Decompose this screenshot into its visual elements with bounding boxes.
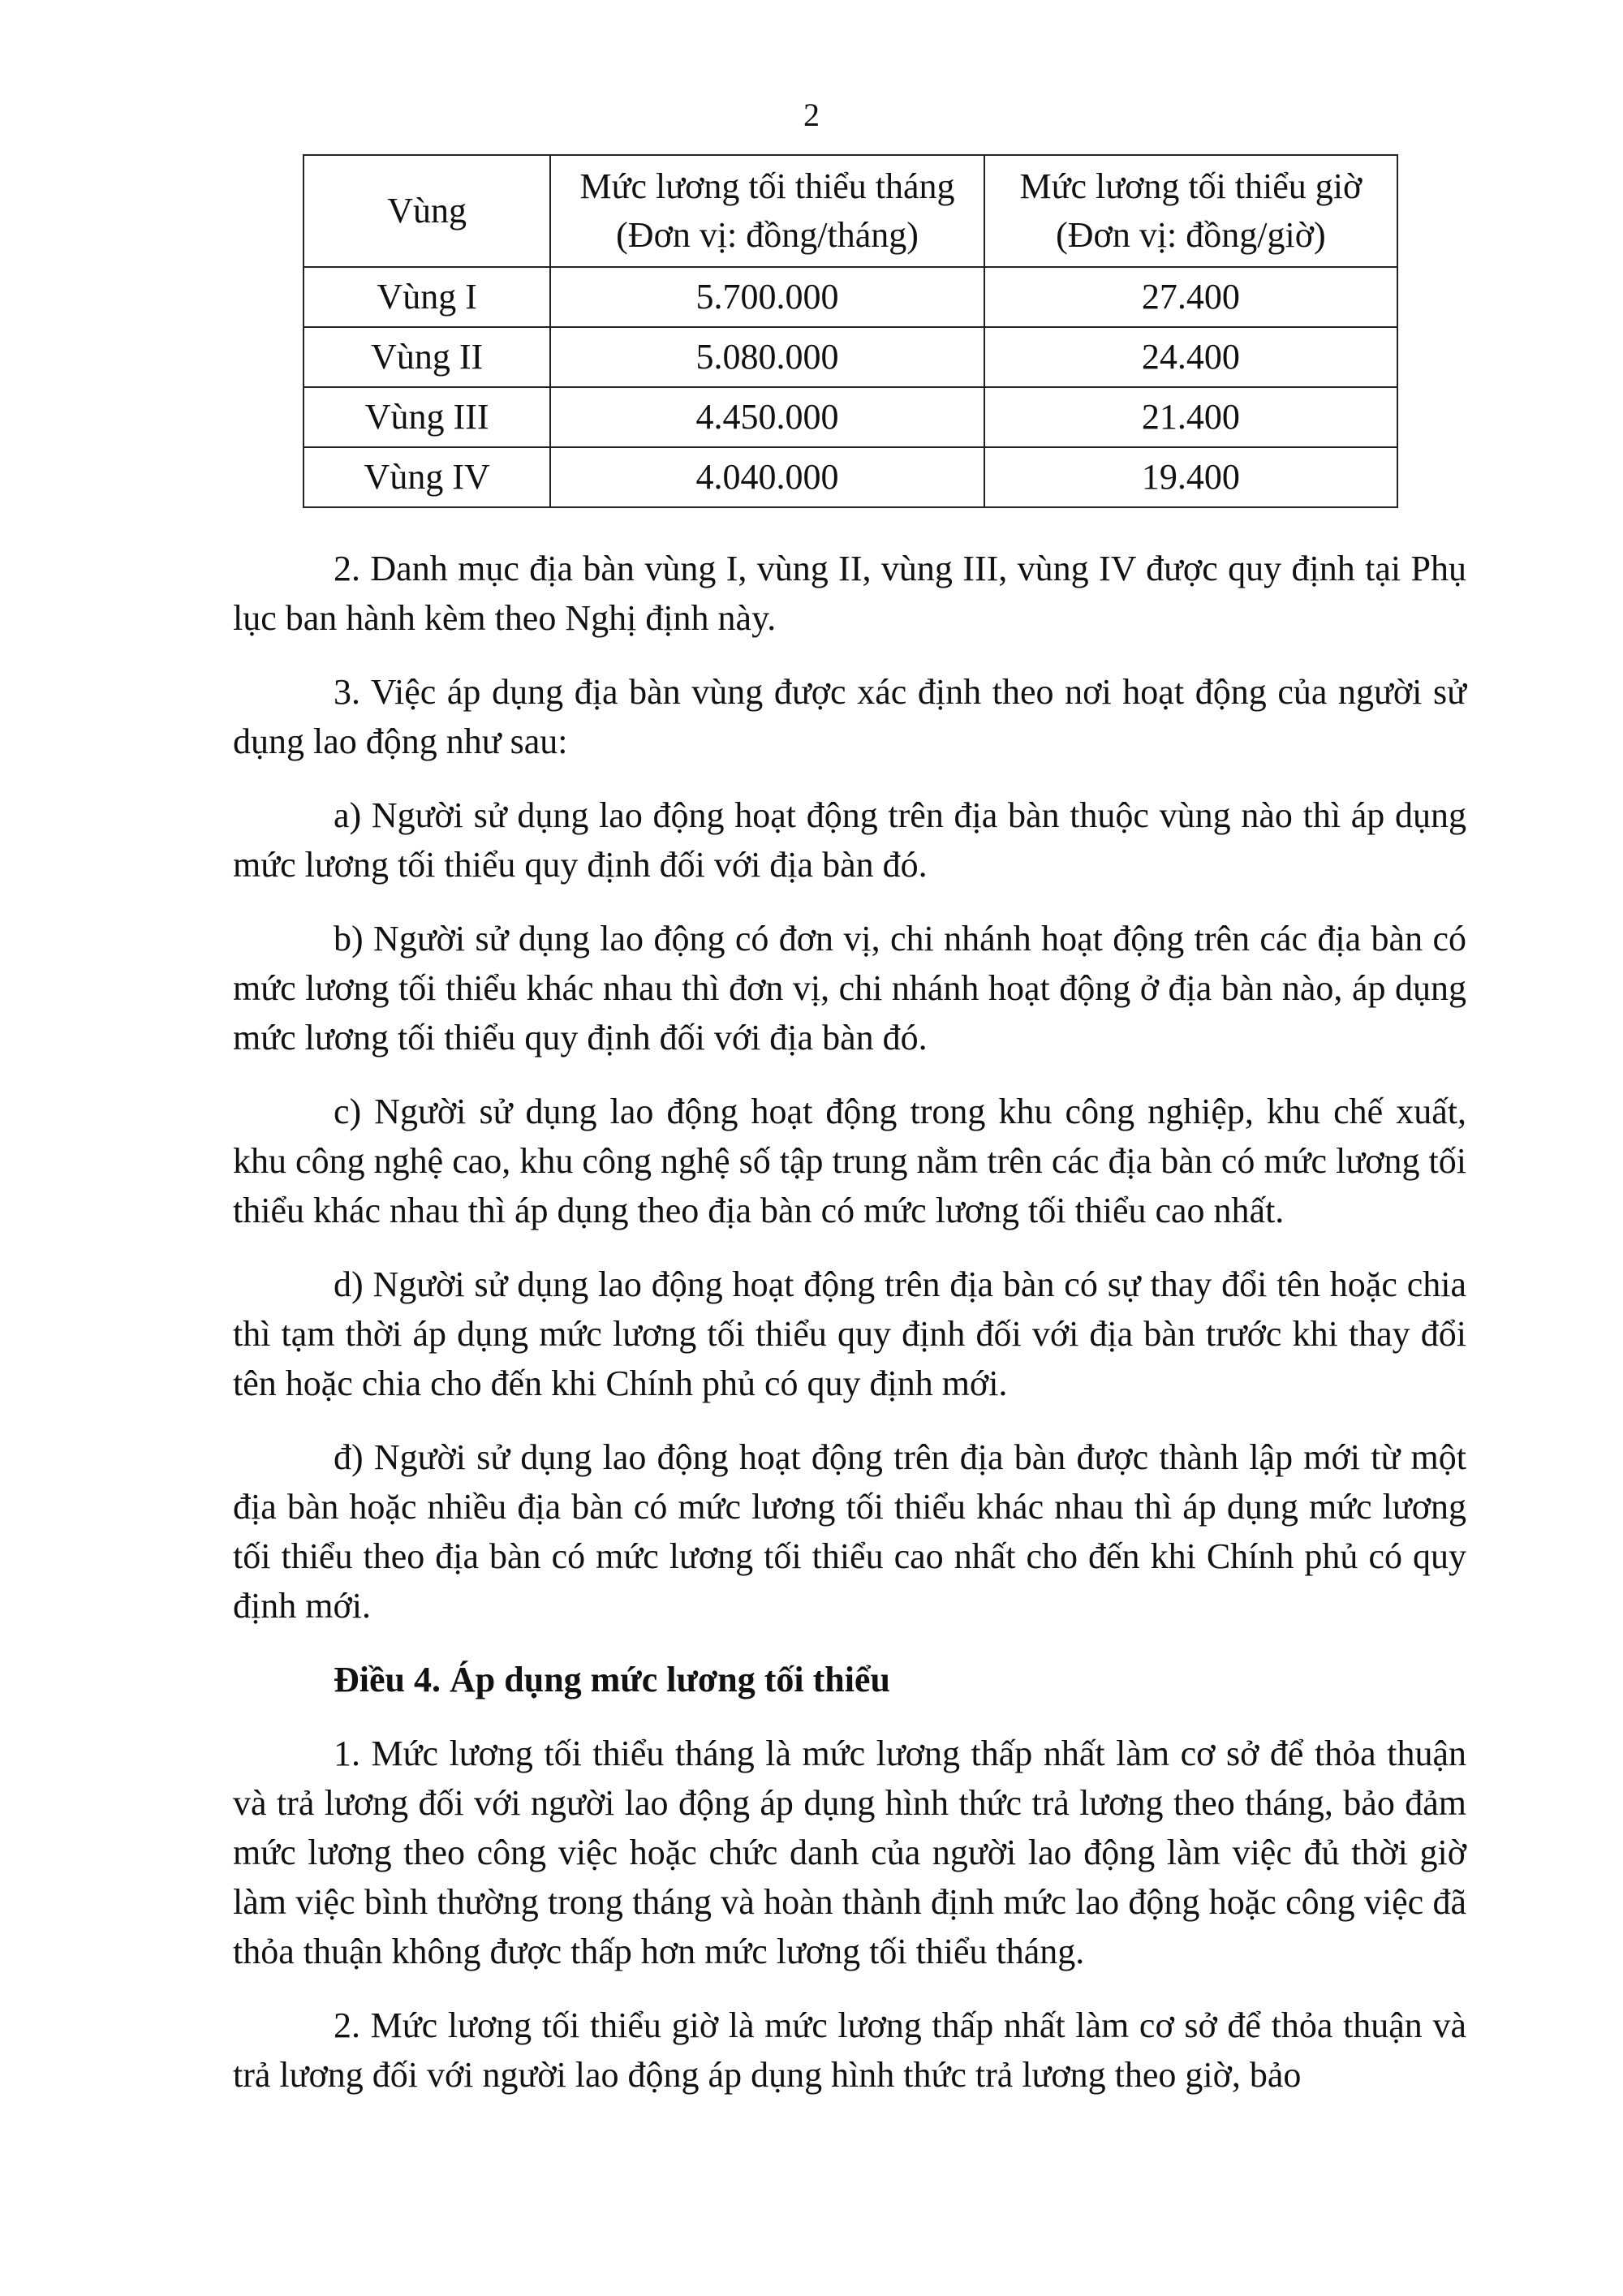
cell-monthly: 5.080.000: [550, 327, 984, 387]
cell-hourly: 24.400: [984, 327, 1397, 387]
table-row: [304, 447, 1397, 507]
table-header-row: [304, 155, 1397, 267]
paragraph-article-4-clause-2: 2. Mức lương tối thiểu giờ là mức lương thấp nhất làm cơ sở để thỏa thuận và trả lương đối với người lao động áp dụng hình thức trả lương theo giờ, bảo: [233, 2005, 1466, 2095]
minimum-wage-table: [303, 154, 1398, 508]
page-number: 2: [803, 97, 820, 133]
cell-hourly: 21.400: [984, 387, 1397, 447]
paragraph-point-c: c) Người sử dụng lao động hoạt động trong khu công nghiệp, khu chế xuất, khu công nghệ cao, khu công nghệ số tập trung nằm trên các địa bàn có mức lương tối thiểu khác nhau thì áp dụng theo địa bàn có mức lương tối thiểu cao nhất.: [233, 1092, 1466, 1230]
cell-region: Vùng III: [304, 387, 550, 447]
cell-region: Vùng IV: [304, 447, 550, 507]
document-body: [233, 544, 1466, 2124]
header-monthly-title: Mức lương tối thiểu tháng: [579, 166, 955, 206]
article-4-heading: Điều 4. Áp dụng mức lương tối thiểu: [334, 1660, 890, 1699]
paragraph-point-b: b) Người sử dụng lao động có đơn vị, chi nhánh hoạt động trên các địa bàn có mức lương tối thiểu khác nhau thì đơn vị, chi nhánh hoạt động ở địa bàn nào, áp dụng mức lương tối thiểu quy định đối với địa bàn đó.: [233, 919, 1466, 1058]
cell-monthly: 5.700.000: [550, 267, 984, 327]
cell-region: Vùng II: [304, 327, 550, 387]
header-monthly-unit: (Đơn vị: đồng/tháng): [616, 215, 919, 255]
cell-hourly: 19.400: [984, 447, 1397, 507]
paragraph-point-dd: đ) Người sử dụng lao động hoạt động trên địa bàn được thành lập mới từ một địa bàn hoặc nhiều địa bàn có mức lương tối thiểu khác nhau thì áp dụng mức lương tối thiểu theo địa bàn có mức lương tối thiểu cao nhất cho đến khi Chính phủ có quy định mới.: [233, 1437, 1466, 1626]
header-hourly-wage: [984, 155, 1397, 267]
header-monthly-wage: [550, 155, 984, 267]
table-row: [304, 267, 1397, 327]
paragraph-region-application: 3. Việc áp dụng địa bàn vùng được xác định theo nơi hoạt động của người sử dụng lao động như sau:: [233, 672, 1466, 761]
paragraph-region-list: 2. Danh mục địa bàn vùng I, vùng II, vùng III, vùng IV được quy định tại Phụ lục ban hành kèm theo Nghị định này.: [233, 549, 1466, 638]
cell-monthly: 4.040.000: [550, 447, 984, 507]
cell-monthly: 4.450.000: [550, 387, 984, 447]
header-region: Vùng: [304, 155, 550, 267]
table-row: [304, 387, 1397, 447]
cell-region: Vùng I: [304, 267, 550, 327]
paragraph-point-a: a) Người sử dụng lao động hoạt động trên địa bàn thuộc vùng nào thì áp dụng mức lương tối thiểu quy định đối với địa bàn đó.: [233, 795, 1466, 885]
table-row: [304, 327, 1397, 387]
paragraph-article-4-clause-1: 1. Mức lương tối thiểu tháng là mức lương thấp nhất làm cơ sở để thỏa thuận và trả lương đối với người lao động áp dụng hình thức trả lương theo tháng, bảo đảm mức lương theo công việc hoặc chức danh của người lao động làm việc đủ thời giờ làm việc bình thường trong tháng và hoàn thành định mức lao động hoặc công việc đã thỏa thuận không được thấp hơn mức lương tối thiểu tháng.: [233, 1734, 1466, 1971]
header-hourly-title: Mức lương tối thiểu giờ: [1019, 166, 1363, 206]
header-hourly-unit: (Đơn vị: đồng/giờ): [1056, 215, 1326, 255]
paragraph-point-d: d) Người sử dụng lao động hoạt động trên địa bàn có sự thay đổi tên hoặc chia thì tạm thời áp dụng mức lương tối thiểu quy định đối với địa bàn trước khi thay đổi tên hoặc chia cho đến khi Chính phủ có quy định mới.: [233, 1264, 1466, 1403]
cell-hourly: 27.400: [984, 267, 1397, 327]
